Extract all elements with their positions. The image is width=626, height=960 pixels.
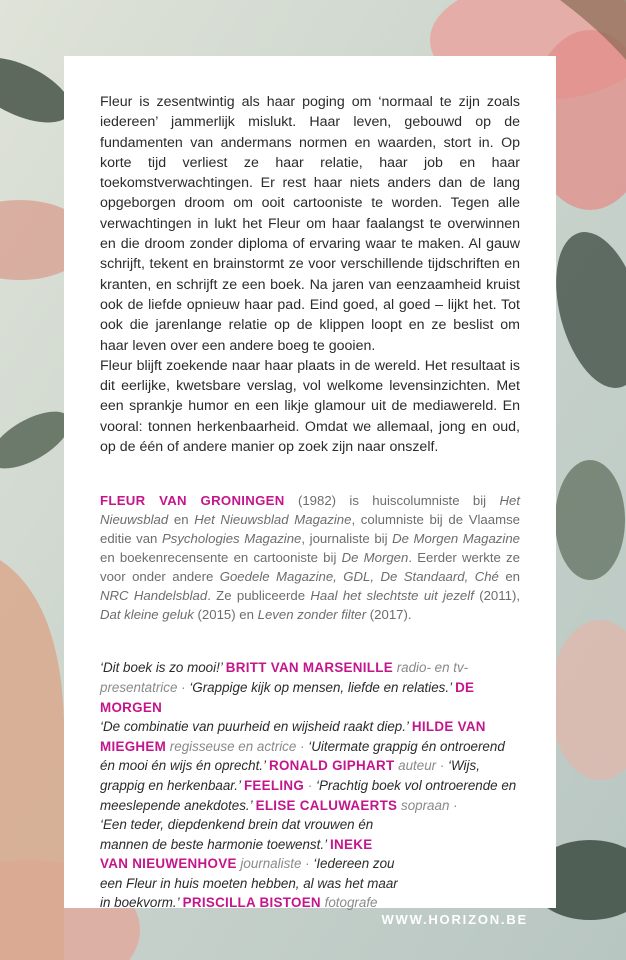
separator: · [177, 679, 190, 695]
quote-source: PRISCILLA BISTOEN [182, 895, 321, 911]
bio-title: Psychologies Magazine [161, 531, 302, 547]
quote-text: ‘Wijs, grappig en herkenbaar.’ [100, 758, 480, 793]
bio-title: De Morgen [341, 550, 409, 566]
quote-role: fotografe [320, 895, 378, 911]
bio-text: en boekenrecensente en cartooniste bij [100, 550, 342, 566]
separator: · [449, 797, 458, 813]
quote-source: INEKE VAN NIEUWENHOVE [100, 836, 373, 872]
bio-text: , columniste bij de Vlaamse editie van [100, 512, 521, 547]
quote-text: ‘Dit boek is zo mooi!’ [100, 660, 226, 676]
blurb-paragraph: Fleur blijft zoekende naar haar plaats in de wereld. Het resultaat is dit eerlijke, kwetsbare verslag, vol welkome levensinzichten. Met een sprankje humor en een likje glamour uit de mediawereld. En vooral: tonnen herkenbaarheid. Omdat we allemaal, jong en oud, op de één of andere manier op zoek zijn naar onszelf. [100, 357, 520, 456]
press-quote-block-narrow [100, 815, 398, 913]
separator: · [301, 856, 314, 872]
quote-text: ‘Grappige kijk op mensen, liefde en relaties.’ [189, 679, 456, 695]
bio-text: en [498, 569, 520, 585]
blurb-paragraph: Fleur is zesentwintig als haar poging om ‘normaal te zijn zoals iedereen’ jammerlijk mislukt. Haar leven, gebouwd op de fundamenten van andermans normen en waarden, stort in. Op korte tijd verliest ze haar relatie, haar job en haar toekomstverwachtingen. Er rest haar niets anders dan de lang opgeborgen droom om ooit cartooniste te worden. Tegen alle verwachtingen in lukt het Fleur om haar faalangst te overwinnen en die droom zonder diploma of ervaring waar te maken. Al gauw schrijft, tekent en brainstormt ze voor verschillende tijdschriften en kranten, en schrijft ze een boek. Na jaren van eenzaamheid kruist ook de liefde opnieuw haar pad. Eind goed, al goed – lijkt het. Tot ook die jarenlange relatie op de klippen loopt en ze beslist om haar leven over een andere boeg te gooien. [100, 94, 520, 354]
bio-text: . Eerder werkte ze voor onder andere [100, 550, 520, 585]
bio-title: Het Nieuwsblad Magazine [194, 512, 352, 528]
quote-source: HILDE VAN MIEGHEM [100, 719, 486, 754]
book-blurb [100, 92, 520, 457]
bio-title: Leven zonder filter [257, 607, 367, 623]
quote-source: RONALD GIPHART [268, 758, 395, 774]
author-bio [100, 491, 520, 624]
quote-source: DE MORGEN [100, 679, 475, 715]
bio-text: (2015) en [193, 607, 258, 623]
bio-title: Dat kleine geluk [100, 607, 194, 623]
quote-source: FEELING [243, 777, 305, 793]
bio-title: Goedele Magazine, GDL, De Standaard, Ché [219, 569, 499, 585]
quote-text: ‘Iedereen zou een Fleur in huis moeten hebben, al was het maar in boekvorm.’ [100, 856, 398, 911]
separator: · [436, 758, 449, 774]
quote-role: radio- en tv-presentatrice [100, 660, 469, 695]
quote-role: regisseuse en actrice [166, 738, 297, 754]
press-quote-block [100, 660, 516, 812]
quote-role: auteur [394, 758, 437, 774]
quote-text: ‘Uitermate grappig én ontroerend én mooi én wijs én oprecht.’ [100, 738, 505, 774]
press-quotes [100, 658, 520, 913]
quote-source: BRITT VAN MARSENILLE [225, 660, 393, 676]
publisher-website: WWW.HORIZON.BE [381, 912, 528, 927]
bio-text: en [168, 512, 195, 528]
bio-text: (1982) is huiscolumniste bij [284, 493, 500, 509]
separator: · [304, 777, 316, 793]
author-name: FLEUR VAN GRONINGEN [100, 493, 285, 509]
bio-text: (2011), [473, 588, 520, 604]
quote-text: ‘De combinatie van puurheid en wijsheid raakt diep.’ [100, 719, 412, 735]
quote-source: ELISE CALUWAERTS [255, 797, 398, 813]
quote-role: journaliste [236, 856, 302, 872]
bio-title: Haal het slechtste uit jezelf [310, 588, 474, 604]
quote-text: ‘Prachtig boek vol ontroerende en meeslepende anekdotes.’ [100, 777, 517, 813]
bio-title: Het Nieuwsblad [100, 493, 520, 528]
quote-text: ‘Een teder, diepdenkend brein dat vrouwen én mannen de beste harmonie toewenst.’ [100, 817, 374, 852]
bio-title: De Morgen Magazine [392, 531, 520, 547]
back-cover-text-panel [64, 56, 556, 911]
separator: · [296, 738, 309, 754]
quote-role: sopraan [397, 797, 450, 813]
bio-title: NRC Handelsblad [100, 588, 208, 604]
bio-text: , journaliste bij [301, 531, 393, 547]
bio-text: (2017). [366, 607, 412, 623]
bio-text: . Ze publiceerde [207, 588, 311, 604]
